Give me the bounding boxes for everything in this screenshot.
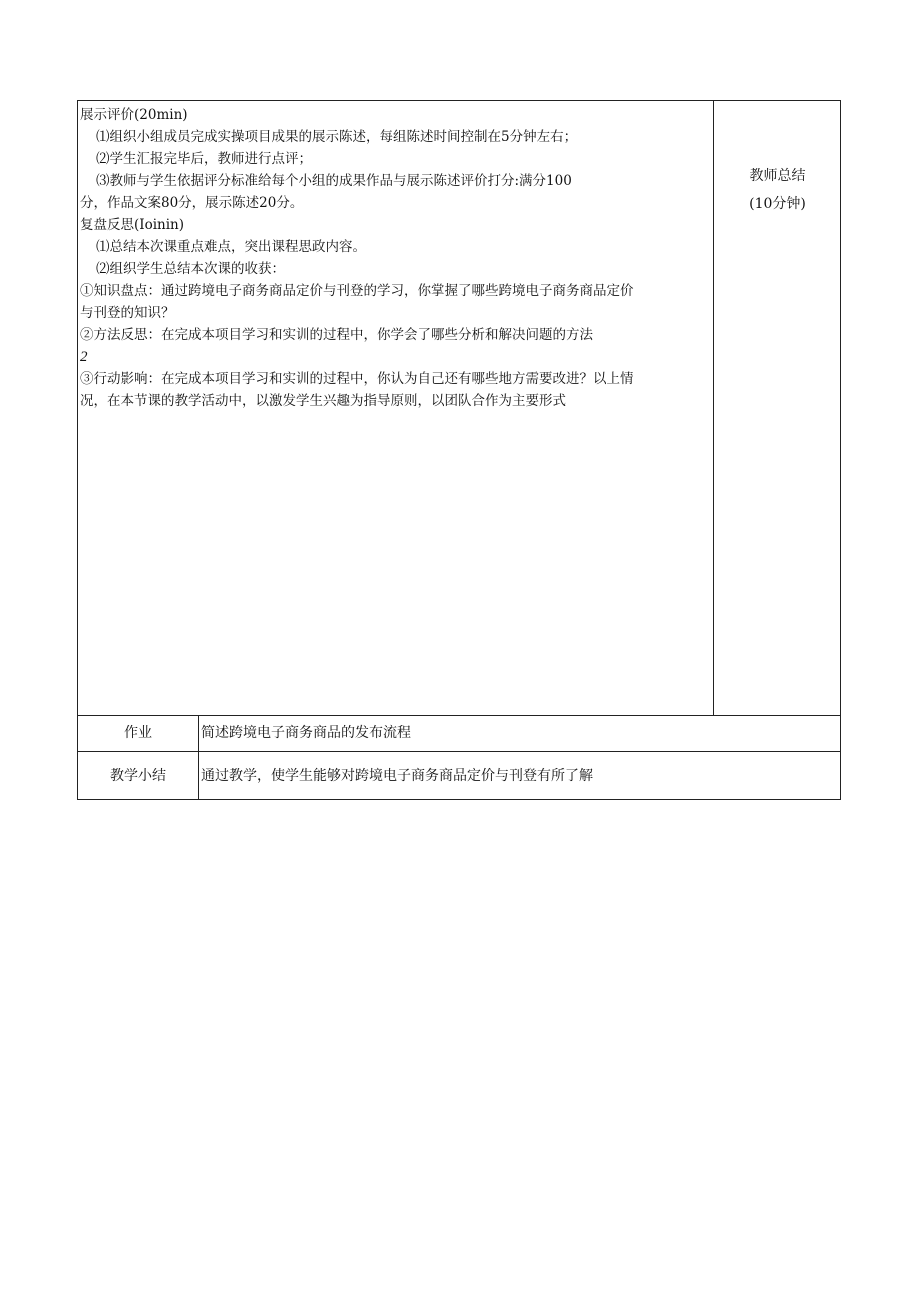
teacher-summary-duration: (10分钟) bbox=[749, 196, 806, 212]
review-step-2: ⑵组织学生总结本次课的收获： bbox=[96, 261, 285, 277]
stray-number: 2 bbox=[80, 349, 88, 365]
teacher-summary-cell bbox=[714, 101, 841, 715]
lesson-summary-value: 通过教学，使学生能够对跨境电子商务商品定价与刊登有所了解 bbox=[201, 768, 593, 784]
action-impact-item-continued: 况，在本节课的教学活动中，以激发学生兴趣为指导原则，以团队合作为主要形式 bbox=[80, 393, 566, 409]
knowledge-review-item: ①知识盘点：通过跨境电子商务商品定价与刊登的学习，你掌握了哪些跨境电子商务商品定价 bbox=[80, 283, 634, 299]
lesson-plan-table bbox=[77, 100, 841, 800]
method-reflection-item: ②方法反思：在完成本项目学习和实训的过程中，你学会了哪些分析和解决问题的方法 bbox=[80, 327, 593, 343]
homework-label: 作业 bbox=[124, 725, 152, 741]
review-step-1: ⑴总结本次课重点难点，突出课程思政内容。 bbox=[96, 239, 366, 255]
homework-value: 简述跨境电子商务商品的发布流程 bbox=[201, 725, 411, 741]
presentation-step-1: ⑴组织小组成员完成实操项目成果的展示陈述，每组陈述时间控制在5分钟左右； bbox=[96, 129, 578, 145]
presentation-step-3: ⑶教师与学生依据评分标准给每个小组的成果作品与展示陈述评价打分:满分100 bbox=[96, 173, 572, 189]
activity-description-cell bbox=[78, 101, 714, 715]
section-heading-presentation: 展示评价(20min) bbox=[80, 107, 188, 123]
presentation-step-2: ⑵学生汇报完毕后，教师进行点评； bbox=[96, 151, 312, 167]
action-impact-item: ③行动影响：在完成本项目学习和实训的过程中，你认为自己还有哪些地方需要改进？以上情 bbox=[80, 371, 634, 387]
teacher-summary-label: 教师总结 bbox=[749, 168, 806, 184]
presentation-step-3-continued: 分，作品文案80分，展示陈述20分。 bbox=[80, 195, 304, 211]
section-heading-review: 复盘反思(Ioinin) bbox=[80, 217, 185, 233]
lesson-summary-label: 教学小结 bbox=[110, 768, 166, 784]
knowledge-review-item-continued: 与刊登的知识？ bbox=[80, 305, 175, 321]
